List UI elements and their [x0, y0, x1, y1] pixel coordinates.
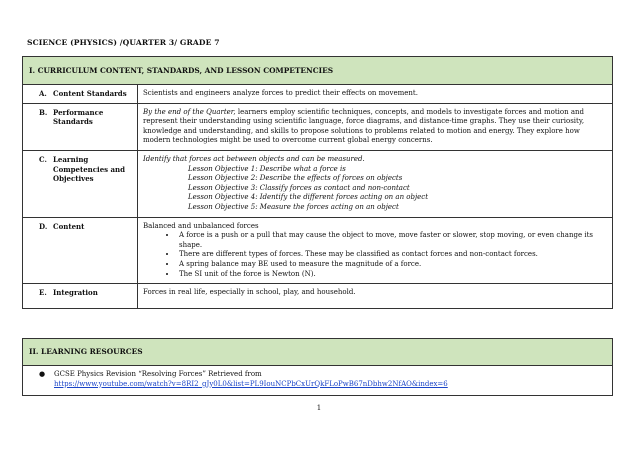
- table-row: [23, 217, 613, 284]
- table-row: [23, 85, 613, 104]
- row-label-text: Learning Competencies and Objectives: [53, 154, 126, 184]
- performance-intro: By the end of the Quarter,: [143, 107, 236, 116]
- lesson-objective: Lesson Objective 4: Identify the different forces acting on an object: [188, 193, 429, 202]
- row-label-text: Content Standards: [53, 89, 127, 98]
- table-row: [23, 150, 613, 217]
- row-label: [23, 284, 138, 309]
- section-heading-row: [23, 339, 613, 366]
- row-letter: A.: [39, 89, 47, 98]
- list-item: • The SI unit of the force is Newton (N).: [177, 270, 607, 280]
- content-cell: [138, 217, 613, 284]
- table-row: [23, 284, 613, 309]
- resource-link[interactable]: https://www.youtube.com/watch?v=8RI2_gJy0L0&list=PL9IouNCPbCxUrQkFLoPwB67nDbhw2NfAO&index=6: [54, 379, 448, 388]
- row-label-text: Content: [53, 221, 85, 231]
- integration-text: Forces in real life, especially in school, play, and household.: [138, 284, 613, 309]
- row-label-text: Performance Standards: [53, 107, 104, 127]
- performance-standards-cell: [138, 103, 613, 150]
- lesson-objective: Lesson Objective 5: Measure the forces acting on an object: [188, 202, 399, 211]
- row-label: [23, 103, 138, 150]
- learning-resources-table: [22, 338, 613, 396]
- row-label: [23, 85, 138, 104]
- lesson-objective: Lesson Objective 2: Describe the effects of forces on objects: [188, 174, 403, 183]
- document-title: SCIENCE (PHYSICS) /QUARTER 3/ GRADE 7: [27, 38, 220, 47]
- row-letter: B.: [39, 107, 48, 117]
- row-letter: D.: [39, 221, 48, 231]
- section-heading-row: [23, 57, 613, 85]
- content-intro: Balanced and unbalanced forces: [143, 221, 259, 230]
- row-label: [23, 217, 138, 284]
- section-heading: I. CURRICULUM CONTENT, STANDARDS, AND LESSON COMPETENCIES: [23, 57, 613, 85]
- competencies-cell: [138, 150, 613, 217]
- resource-text: GCSE Physics Revision “Resolving Forces” Retrieved from: [54, 370, 262, 378]
- row-letter: C.: [39, 154, 47, 164]
- list-item: • A spring balance may BE used to measure the magnitude of a force.: [177, 260, 607, 270]
- content-standards-text: Scientists and engineers analyze forces to predict their effects on movement.: [138, 85, 613, 104]
- bullet-icon: ●: [39, 370, 46, 378]
- content-bullet-list: [143, 231, 607, 279]
- table-row: [23, 366, 613, 396]
- section-heading: II. LEARNING RESOURCES: [23, 339, 613, 366]
- row-letter: E.: [39, 288, 47, 298]
- list-item: • There are different types of forces. These may be classified as contact forces and non-contact forces.: [177, 250, 607, 260]
- performance-standards-text: learners employ scientific techniques, concepts, and models to investigate forces and motion and represent their understanding using scientific language, force diagrams, and distance-time graphs. They use their curiosity, knowledge and understanding, and skills to propose solutions to problems related to motion and energy. They explore how modern technologies might be used to overcome current global energy concerns.: [143, 107, 585, 145]
- resource-cell: [23, 366, 613, 396]
- list-item: • A force is a push or a pull that may cause the object to move, move faster or slower, stop moving, or even change its shape.: [177, 231, 607, 250]
- lesson-objective: Lesson Objective 1: Describe what a force is: [188, 164, 346, 173]
- row-label-text: Integration: [53, 288, 98, 298]
- competency-intro: Identify that forces act between objects and can be measured.: [143, 154, 365, 163]
- table-row: [23, 103, 613, 150]
- curriculum-table: [22, 56, 613, 309]
- row-label: [23, 150, 138, 217]
- page-number: 1: [316, 404, 322, 412]
- lesson-objective: Lesson Objective 3: Classify forces as contact and non-contact: [188, 183, 410, 192]
